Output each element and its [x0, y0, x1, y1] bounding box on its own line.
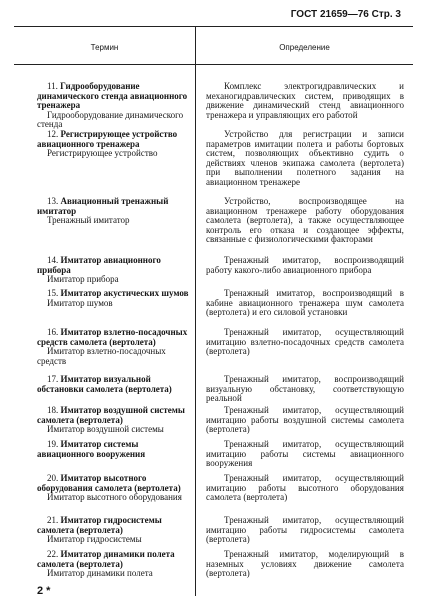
definition-cell: Устройство для регистрации и записи параметров имитации полета и работы бортовых систем, позволяющих объективно судить о действиях членов экипажа самолета (вертолета) при выполнении полетного задания на авиационном тренажере: [206, 129, 404, 187]
term-cell: [37, 197, 190, 226]
term-short-form: Гидрооборудование динамического стенда: [37, 109, 184, 130]
term-name: Регистрирующее устройство авиационного тренажера: [37, 129, 178, 149]
term-short-form: Тренажный имитатор: [47, 215, 130, 226]
term-number: 20.: [47, 473, 59, 483]
term-cell: [37, 516, 190, 545]
term-short-form: Имитатор взлетно-посадочных средств: [37, 346, 166, 366]
term-number: 11.: [47, 81, 58, 91]
definition-cell: Тренажный имитатор, моделирующий в наземных условиях движение самолета (вертолета): [206, 549, 404, 579]
column-header-definition: Определение: [279, 43, 330, 52]
term-number: 22.: [47, 549, 59, 559]
term-number: 21.: [47, 515, 59, 525]
term-name: Имитатор авиационного прибора: [37, 255, 161, 275]
term-short-form: Регистрирующее устройство: [47, 148, 158, 159]
term-cell: [37, 289, 190, 308]
term-cell: [37, 550, 190, 579]
page-footer: 2 *: [37, 585, 51, 597]
definition-cell: Тренажный имитатор, осуществляющий имитацию работы гидросистемы самолета (вертолета): [206, 515, 404, 545]
term-cell: [37, 375, 190, 394]
term-number: 14.: [47, 255, 59, 265]
page-header: ГОСТ 21659—76 Стр. 3: [290, 9, 401, 20]
term-name: Имитатор гидросистемы самолета (вертолета): [37, 515, 162, 535]
term-name: Имитатор взлетно-посадочных средств самолета (вертолета): [37, 327, 188, 347]
definition-cell: Тренажный имитатор, воспроизводящий работу какого-либо авиационного прибора: [206, 255, 404, 275]
term-cell: [37, 82, 190, 130]
term-number: 13.: [47, 196, 59, 206]
term-name: Имитатор воздушной системы самолета (вертолета): [37, 405, 185, 425]
definition-cell: Устройство, воспроизводящее на авиационном тренажере работу оборудования самолета (вертолета), а также осуществляющее контроль его отказа и создающее эффекты, связанные с физиологическими факторами: [206, 196, 404, 245]
term-number: 19.: [47, 439, 59, 449]
column-divider: [195, 26, 196, 596]
term-cell: [37, 256, 190, 285]
term-number: 18.: [47, 405, 59, 415]
term-cell: [37, 328, 190, 366]
term-short-form: Имитатор прибора: [47, 274, 119, 285]
definition-cell: Тренажный имитатор, осуществляющий имитацию работы высотного оборудования самолета (вертолета): [206, 473, 404, 503]
definition-cell: Тренажный имитатор, осуществляющий имитацию работы системы авиационного вооружения: [206, 439, 404, 469]
term-cell: [37, 474, 190, 503]
term-number: 16.: [47, 327, 59, 337]
term-short-form: Имитатор шумов: [47, 297, 113, 308]
term-short-form: Имитатор высотного оборудования: [47, 492, 182, 503]
term-short-form: Имитатор динамики полета: [47, 568, 153, 579]
term-number: 17.: [47, 374, 59, 384]
term-name: Имитатор высотного оборудования самолета (вертолета): [37, 473, 181, 493]
term-name: Имитатор динамики полета самолета (вертолета): [37, 549, 175, 569]
term-name: Авиационный тренажный имитатор: [37, 196, 169, 216]
term-number: 12.: [47, 129, 59, 139]
term-name: Имитатор системы авиационного вооружения: [37, 439, 146, 459]
term-cell: [37, 130, 190, 159]
definition-cell: Тренажный имитатор, воспроизводящий в кабине авиационного тренажера шум самолета (вертолета) и его силовой установки: [206, 288, 404, 318]
term-name: Гидрооборудование динамического стенда авиационного тренажера: [37, 81, 188, 111]
column-header-terms: Термин: [90, 43, 119, 52]
table-head-rule: [14, 64, 413, 65]
term-short-form: Имитатор воздушной системы: [47, 424, 164, 435]
term-name: Имитатор визуальной обстановки самолета (вертолета): [37, 374, 172, 394]
definition-cell: Комплекс электрогидравлических и механогидравлических систем, приводящих в движение динамический стенд авиационного тренажера и управляющих его работой: [206, 81, 404, 120]
term-cell: [37, 406, 190, 435]
definition-cell: Тренажный имитатор, осуществляющий имитацию работы воздушной системы самолета (вертолета): [206, 405, 404, 435]
term-number: 15.: [47, 288, 59, 298]
term-short-form: Имитатор гидросистемы: [47, 534, 142, 545]
term-name: Имитатор акустических шумов: [60, 288, 189, 298]
definition-cell: Тренажный имитатор, воспроизводящий визуальную обстановку, соответствующую реальной: [206, 374, 404, 404]
term-cell: [37, 440, 190, 459]
table-top-rule: [14, 26, 413, 27]
definition-cell: Тренажный имитатор, осуществляющий имитацию взлетно-посадочных средств самолета (вертолета): [206, 327, 404, 357]
